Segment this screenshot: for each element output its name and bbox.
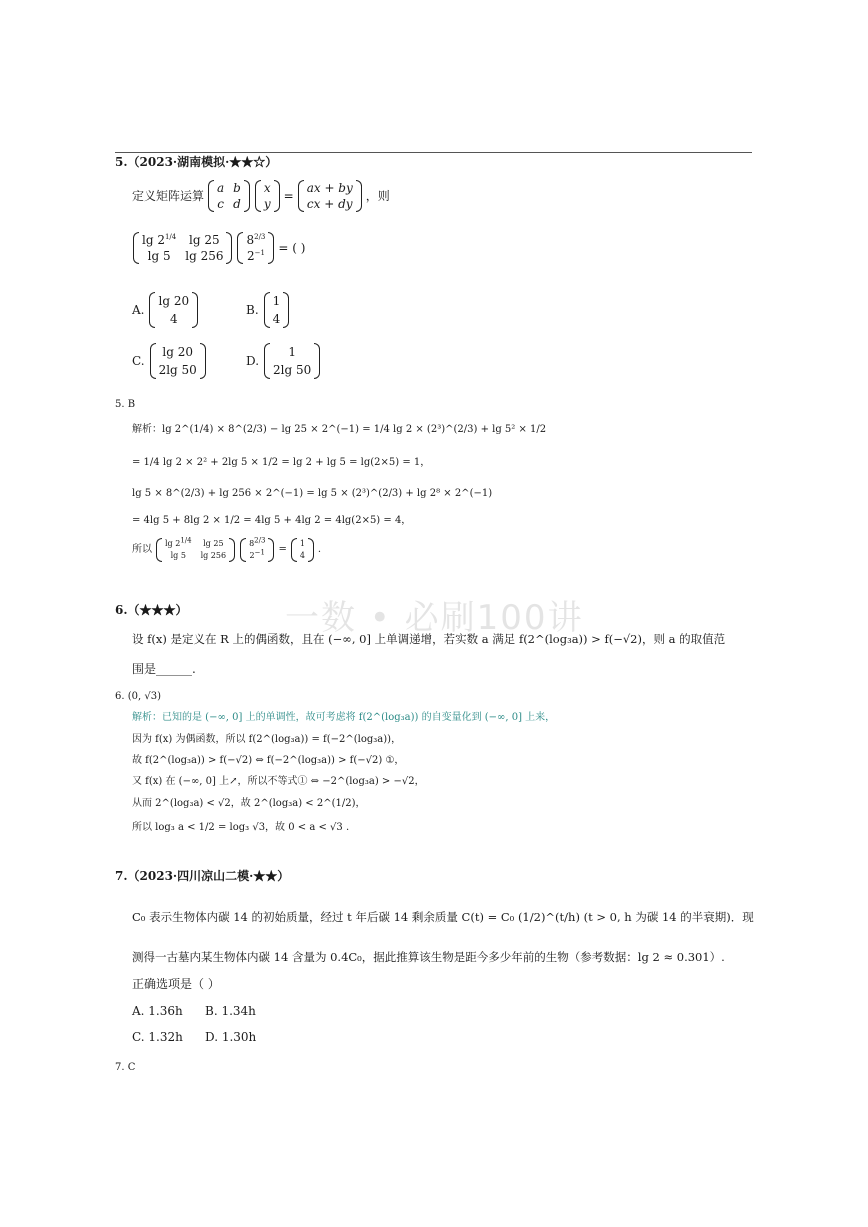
q5-m-b: b	[233, 181, 241, 195]
q5-e11-exp: 1/4	[164, 233, 177, 241]
q5-def-suffix: ，则	[365, 189, 390, 203]
a6-line-6: 所以 log₃ a < 1/2 = log₃ √3，故 0 < a < √3 .	[132, 822, 350, 833]
q5-option-d	[246, 343, 321, 379]
q5-option-c-bot: 2lg 50	[158, 363, 197, 377]
q6-line-1: 设 f(x) 是定义在 R 上的偶函数，且在 (−∞, 0] 上单调递增，若实数 a 满足 f(2^(log₃a)) > f(−√2)，则 a 的取值范	[132, 632, 726, 646]
q5-option-d-top: 1	[288, 345, 296, 359]
q5-equals-blank: = ( )	[278, 241, 306, 255]
a6-line-4: 又 f(x) 在 (−∞, 0] 上↗，所以不等式① ⇔ −2^(log₃a) > −√2，	[132, 776, 425, 787]
q5-expression	[132, 232, 305, 264]
top-divider	[115, 152, 752, 153]
q5-m-c: c	[217, 197, 224, 211]
q7-line-1: C₀ 表示生物体内碳 14 的初始质量，经过 t 年后碳 14 剩余质量 C(t) = C₀ (1/2)^(t/h) (t > 0, h 为碳 14 的半衰期)．现	[132, 910, 754, 924]
q5-m-d: d	[233, 197, 241, 211]
q5-e21: lg 5	[147, 249, 171, 263]
a5-answer: 5. B	[115, 399, 136, 410]
q5-v-top: 8	[246, 233, 255, 247]
q5-option-a-top: lg 20	[158, 294, 190, 308]
q5-r-top: ax + by	[306, 181, 353, 195]
q7-line-2: 测得一古墓内某生物体内碳 14 含量为 0.4C₀，据此推算该生物是距今多少年前的生物（参考数据：lg 2 ≈ 0.301）.	[132, 950, 725, 964]
a7-answer: 7. C	[115, 1062, 136, 1073]
a5-line-2: = 1/4 lg 2 × 2² + 2lg 5 × 1/2 = lg 2 + lg 5 = lg(2×5) = 1，	[132, 457, 431, 468]
q5-expr-matrix	[133, 232, 232, 264]
q5-option-c-top: lg 20	[162, 345, 193, 359]
q5-expr-vector	[237, 232, 274, 264]
a6-line-1: 解析：已知的是 (−∞, 0] 上的单调性，故可考虑将 f(2^(log₃a)) 的自变量化到 (−∞, 0] 上来，	[132, 712, 556, 723]
q5-header: 5.（2023·湖南模拟·★★☆）	[115, 155, 278, 169]
q5-def-matrix-abcd	[208, 180, 250, 212]
q5-option-c	[132, 343, 207, 379]
q5-def-prefix: 定义矩阵运算	[132, 189, 205, 203]
q5-option-b-label: B.	[246, 303, 259, 317]
q5-e22: lg 256	[185, 249, 224, 263]
q5-v-bot: 2	[246, 249, 255, 263]
q5-option-b-top: 1	[272, 294, 281, 308]
q6-header: 6.（★★★）	[115, 603, 188, 617]
a5-result-top: 1	[299, 539, 305, 548]
q5-option-d-bot: 2lg 50	[273, 363, 312, 377]
q5-option-a-bot: 4	[169, 312, 178, 326]
q5-option-d-label: D.	[246, 354, 260, 368]
a5-line-5-prefix: 所以	[132, 544, 152, 555]
q5-def-vector-xy	[255, 180, 280, 212]
q5-def-result	[298, 180, 362, 212]
q5-m-a: a	[217, 181, 225, 195]
q5-option-c-label: C.	[132, 354, 145, 368]
q7-option-c: C. 1.32h	[132, 1030, 183, 1044]
q5-v-y: y	[263, 197, 271, 211]
q5-definition: 定义矩阵运算 a b c d x y = ax + by cx + dy ，则	[132, 181, 390, 211]
a5-line-5: 所以 $\lg 2^{1/4}$ lg 25 lg 5 lg 256 $8^{2/3}$ $2^{-1}$ = 1 4 .	[132, 536, 322, 560]
q5-e12: lg 25	[189, 233, 220, 247]
q5-option-a	[132, 292, 199, 328]
q7-header: 7.（2023·四川凉山二模·★★）	[115, 869, 290, 883]
q5-v-bot-exp: −1	[254, 249, 265, 257]
q5-option-a-label: A.	[132, 303, 145, 317]
q5-e11: lg 2	[142, 233, 165, 247]
q7-option-d: D. 1.30h	[205, 1030, 257, 1044]
q5-v-top-exp: 2/3	[254, 233, 266, 241]
a6-line-5: 从而 2^(log₃a) < √2，故 2^(log₃a) < 2^(1/2)，	[132, 798, 366, 809]
watermark: 一数 • 必刷100讲	[285, 598, 584, 638]
q5-option-b	[246, 292, 290, 328]
q7-option-a: A. 1.36h	[132, 1004, 183, 1018]
a5-line-1: 解析：lg 2^(1/4) × 8^(2/3) − lg 25 × 2^(−1) = 1/4 lg 2 × (2³)^(2/3) + lg 5² × 1/2	[132, 424, 547, 435]
a5-result-bot: 4	[299, 551, 305, 560]
q5-option-b-bot: 4	[272, 312, 281, 326]
q7-option-b: B. 1.34h	[205, 1004, 256, 1018]
a6-line-2: 因为 f(x) 为偶函数，所以 f(2^(log₃a)) = f(−2^(log₃a))，	[132, 734, 402, 745]
q7-line-3: 正确选项是（ ）	[132, 977, 220, 991]
a6-answer: 6. (0, √3)	[115, 691, 161, 702]
q5-v-x: x	[263, 181, 271, 195]
q5-r-bot: cx + dy	[306, 197, 353, 211]
a5-line-3: lg 5 × 8^(2/3) + lg 256 × 2^(−1) = lg 5 × (2³)^(2/3) + lg 2⁸ × 2^(−1)	[132, 488, 493, 499]
q6-line-2: 围是______.	[132, 662, 196, 676]
a6-line-3: 故 f(2^(log₃a)) > f(−√2) ⇔ f(−2^(log₃a)) > f(−√2) ①，	[132, 755, 405, 766]
a5-line-4: = 4lg 5 + 8lg 2 × 1/2 = 4lg 5 + 4lg 2 = 4lg(2×5) = 4，	[132, 515, 412, 526]
